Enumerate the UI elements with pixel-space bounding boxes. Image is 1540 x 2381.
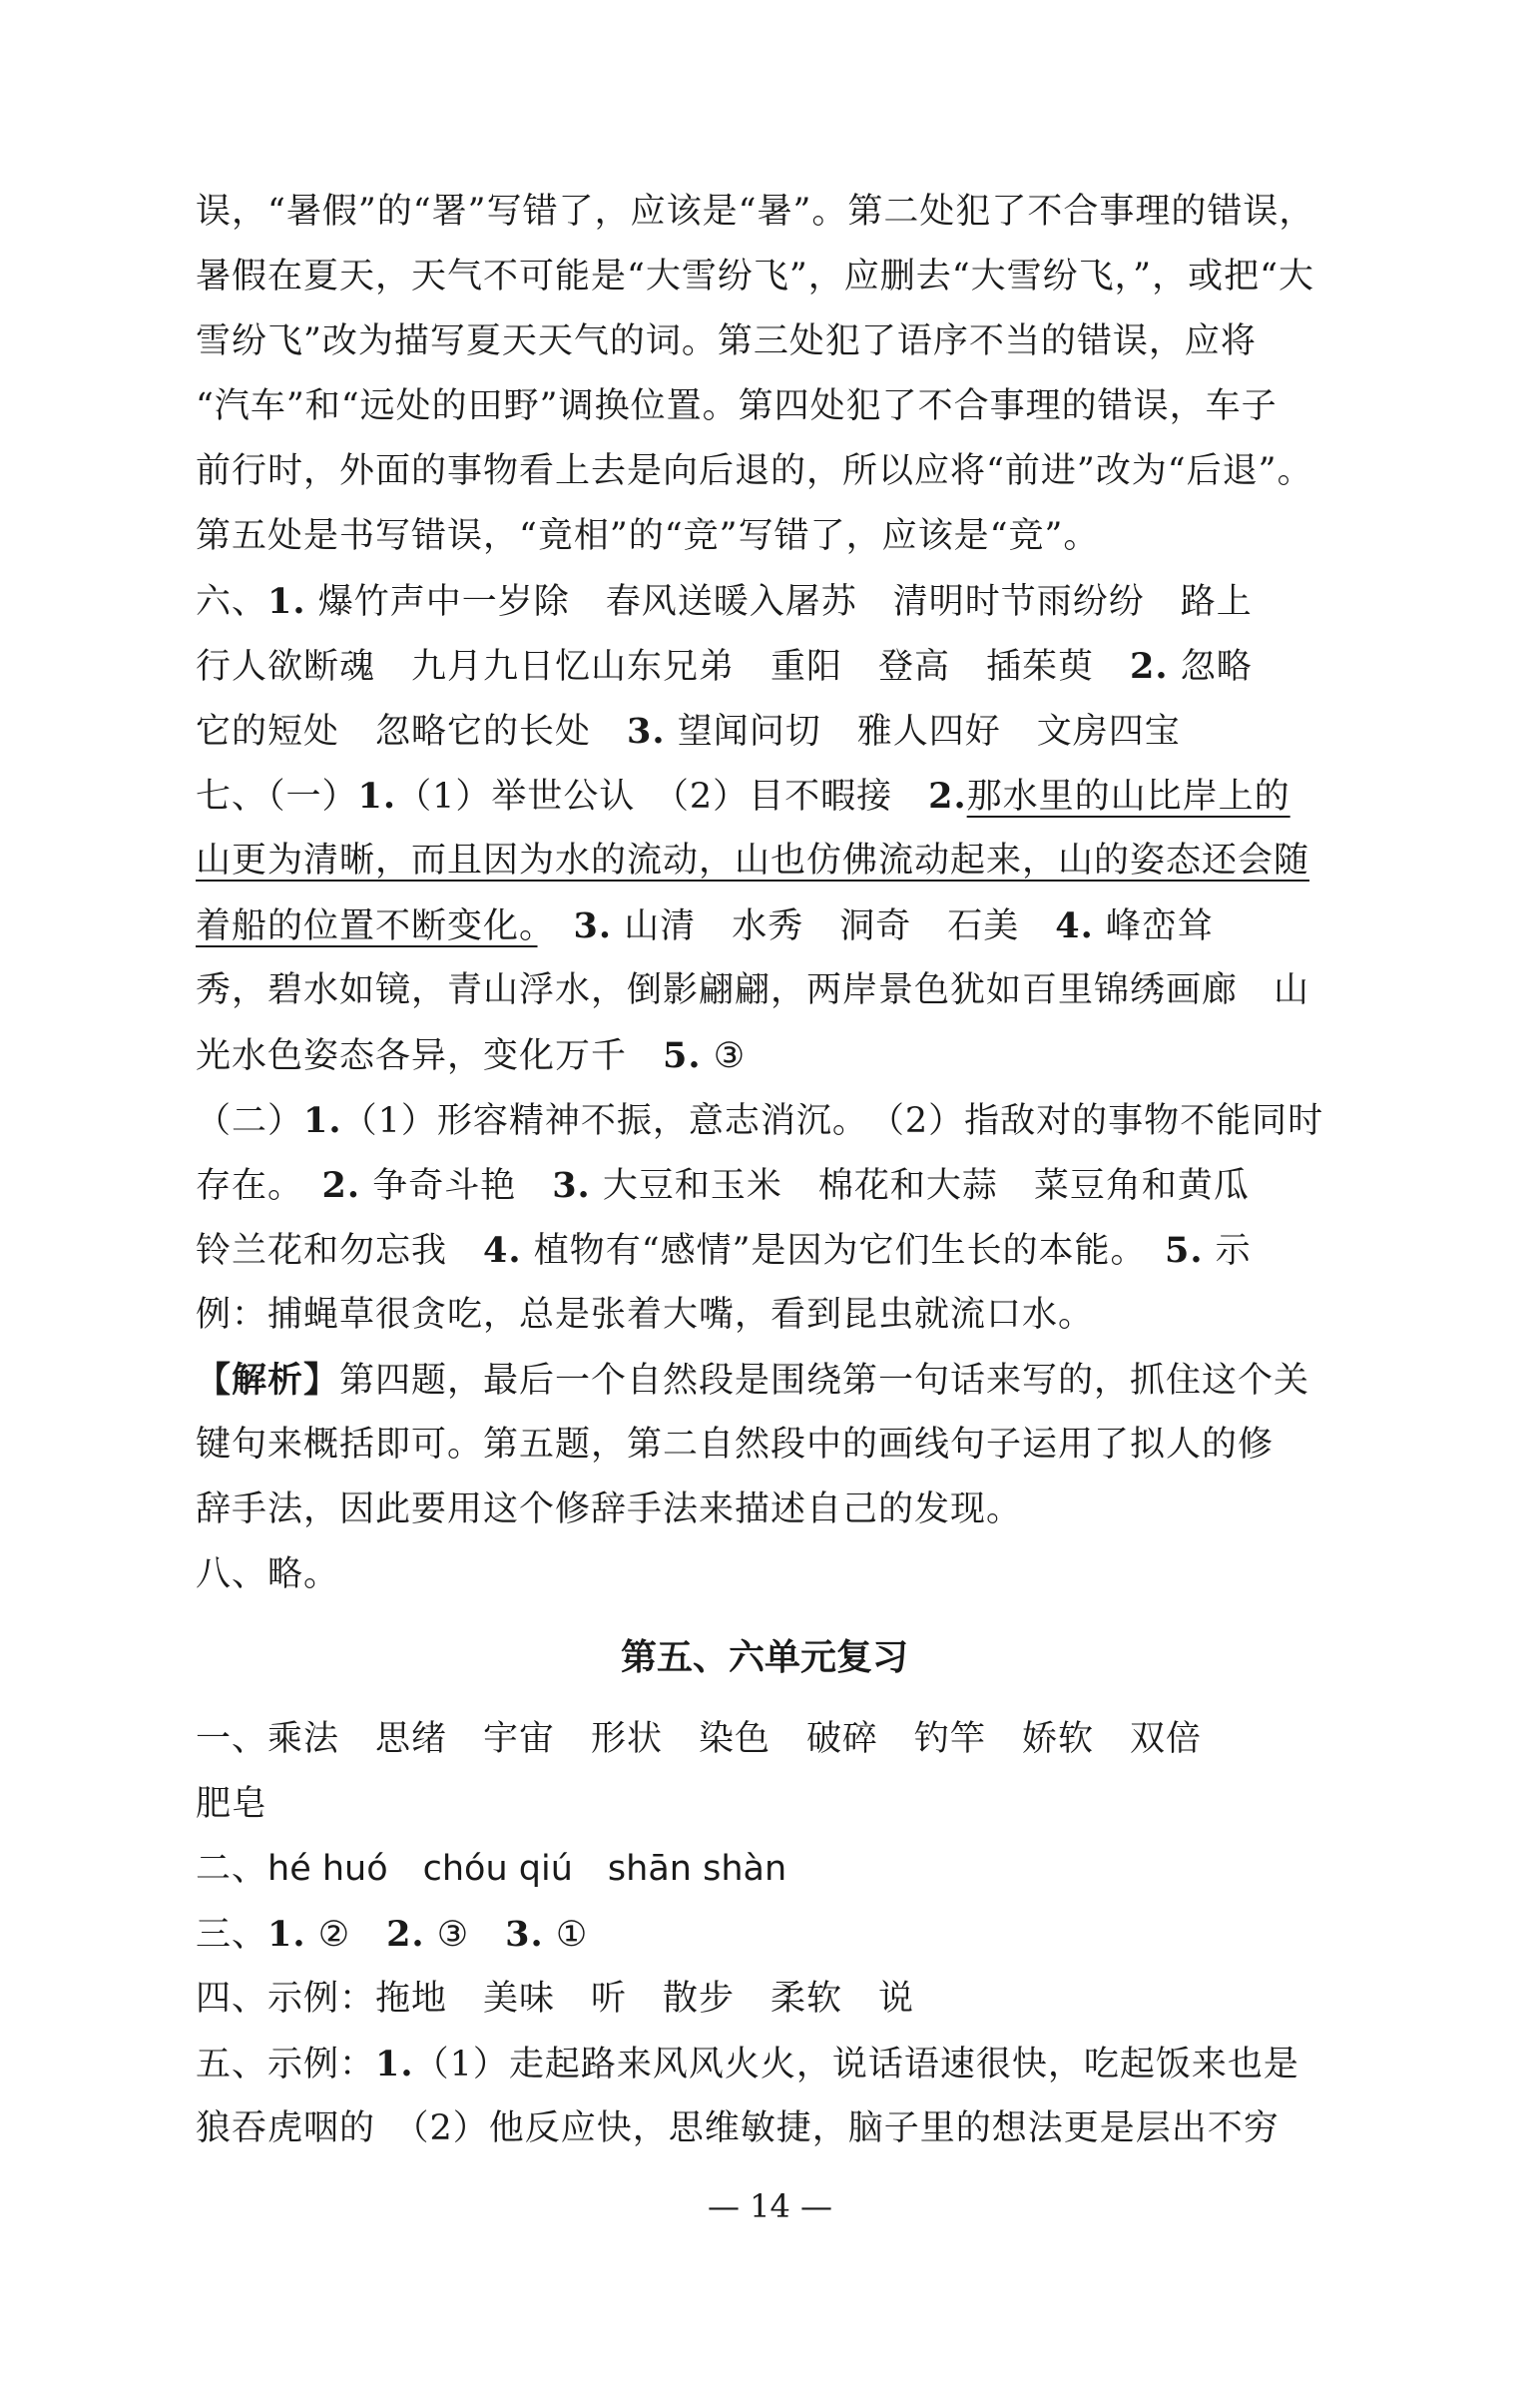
- text-line: 雪纷飞”改为描写夏天天气的词。第三处犯了语序不当的错误，应将: [196, 321, 1257, 361]
- section-heading: 第五、六单元复习: [620, 1636, 908, 1678]
- pinyin-answers: hé huó chóu qiú shān shàn: [267, 1849, 787, 1889]
- text-line: 狼吞虎咽的 （2）他反应快，思维敏捷，脑子里的想法更是层出不穷: [196, 2108, 1280, 2148]
- text-line: 误，“暑假”的“署”写错了，应该是“暑”。第二处犯了不合事理的错误，: [196, 192, 1315, 232]
- answer-section-8: 八、略。: [196, 1554, 340, 1594]
- answer-section-6: 六、1. 爆竹声中一岁除 春风送暖入屠苏 清明时节雨纷纷 路上: [196, 581, 1253, 622]
- text-line: 行人欲断魂 九月九日忆山东兄弟 重阳 登高 插茱萸 2. 忽略: [196, 646, 1253, 687]
- text-line: 它的短处 忽略它的长处 3. 望闻问切 雅人四好 文房四宝: [196, 711, 1181, 752]
- text-line: 存在。 2. 争奇斗艳 3. 大豆和玉米 棉花和大蒜 菜豆角和黄瓜: [196, 1165, 1250, 1206]
- text-line: “汽车”和“远处的田野”调换位置。第四处犯了不合事理的错误，车子: [196, 386, 1278, 426]
- text-line: 前行时，外面的事物看上去是向后退的，所以应将“前进”改为“后退”。: [196, 451, 1313, 491]
- analysis-label: 【解析】: [196, 1360, 340, 1401]
- text-line: 着船的位置不断变化。 3. 山清 水秀 洞奇 石美 4. 峰峦耸: [196, 905, 1214, 946]
- text-line: 秀，碧水如镜，青山浮水，倒影翩翩，两岸景色犹如百里锦绣画廊 山: [196, 970, 1310, 1010]
- review-section-5: 五、示例：1.（1）走起路来风风火火，说话语速很快，吃起饭来也是: [196, 2044, 1299, 2084]
- text-line: 键句来概括即可。第五题，第二自然段中的画线句子运用了拟人的修: [196, 1425, 1275, 1465]
- text-line: 肥皂: [196, 1784, 268, 1824]
- text-line: 光水色姿态各异，变化万千 5. ③: [196, 1035, 747, 1076]
- analysis-line: 【解析】第四题，最后一个自然段是围绕第一句话来写的，抓住这个关: [196, 1360, 1310, 1401]
- underlined-line: 山更为清晰，而且因为水的流动，山也仿佛流动起来，山的姿态还会随: [196, 841, 1310, 881]
- answer-section-7: 七、（一）1.（1）举世公认 （2）目不暇接 2.那水里的山比岸上的: [196, 776, 1290, 817]
- answer-part-2: （二）1.（1）形容精神不振，意志消沉。 （2）指敌对的事物不能同时: [196, 1100, 1324, 1141]
- answer-page: [196, 180, 1333, 2161]
- review-section-1: 一、乘法 思绪 宇宙 形状 染色 破碎 钓竿 娇软 双倍: [196, 1719, 1203, 1759]
- review-section-4: 四、示例：拖地 美味 听 散步 柔软 说: [196, 1979, 915, 2019]
- text-line: 第五处是书写错误，“竟相”的“竞”写错了，应该是“竞”。: [196, 516, 1100, 556]
- text-line: 铃兰花和勿忘我 4. 植物有“感情”是因为它们生长的本能。 5. 示: [196, 1230, 1252, 1271]
- text-line: 辞手法，因此要用这个修辞手法来描述自己的发现。: [196, 1489, 1023, 1529]
- page-number: — 14 —: [707, 2187, 833, 2225]
- review-section-3: 三、1. ② 2. ③ 3. ①: [196, 1914, 589, 1955]
- text-line: 例：捕蝇草很贪吃，总是张着大嘴，看到昆虫就流口水。: [196, 1295, 1095, 1335]
- text-line: 暑假在夏天，天气不可能是“大雪纷飞”，应删去“大雪纷飞，”，或把“大: [196, 257, 1314, 297]
- review-section-2: 二、hé huó chóu qiú shān shàn: [196, 1849, 787, 1889]
